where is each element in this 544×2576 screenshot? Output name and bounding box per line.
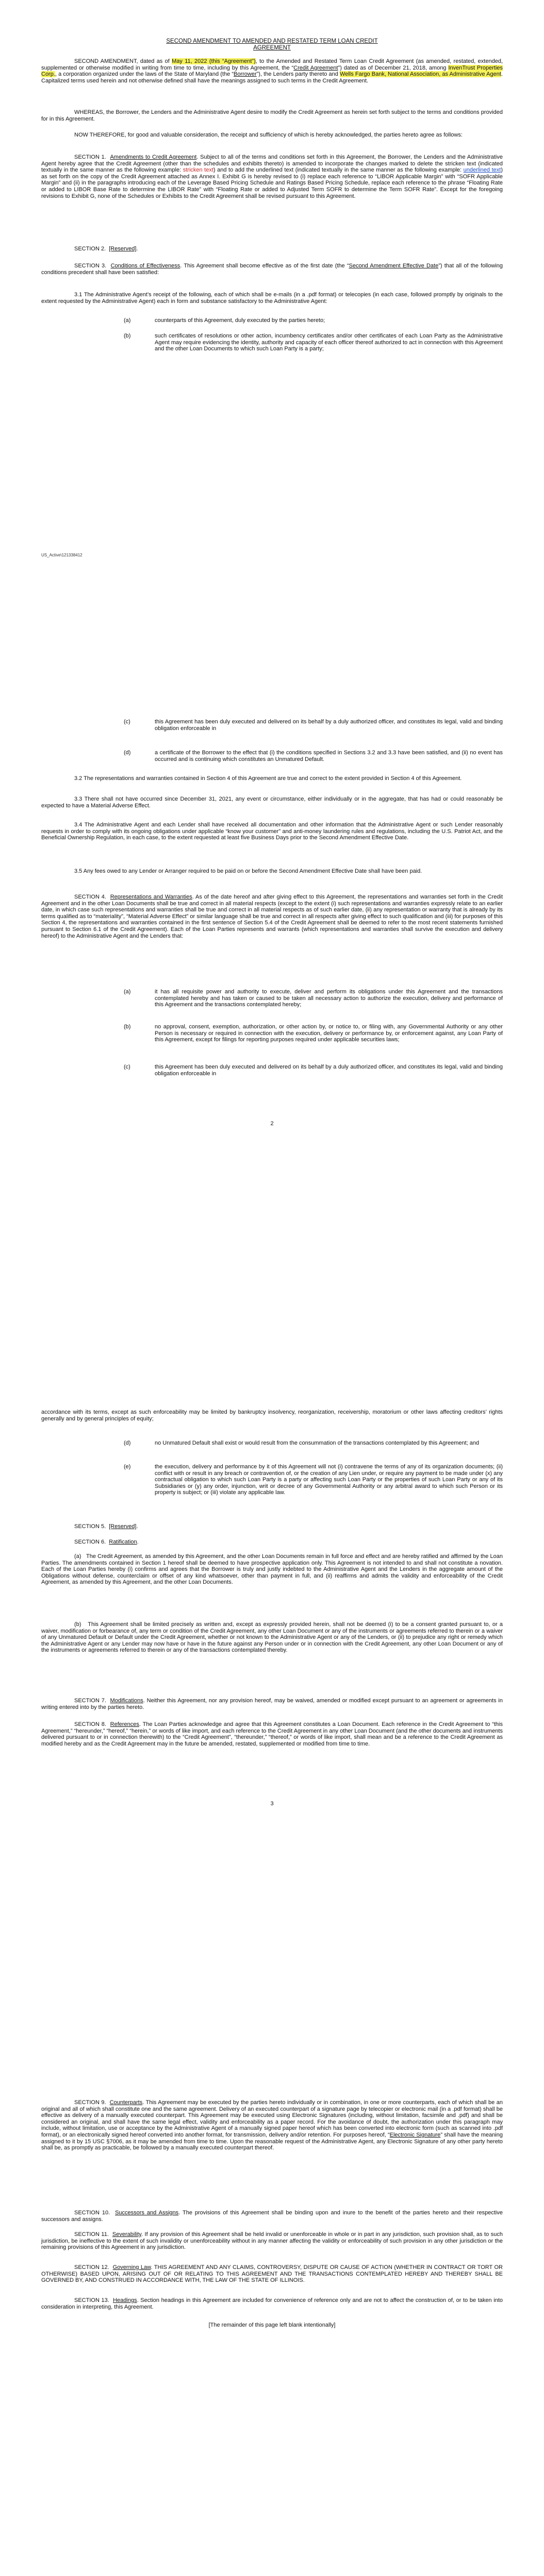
item-label: (c) <box>124 719 130 725</box>
section-heading: Headings <box>113 2297 137 2303</box>
section-text: . As of the date hereof and after giving effect to this Agreement, the representations and warranties set forth in the Credit Agreement and in the other Loan Documents shall be true and correct in all material respects (except to the extent (i) such representations and warranties expressly relate to an earlier date, in which case such representations and warranties shall be true and correct in all material respects as of such earlier date, (ii) any representation or warranty that is already by its terms qualified as to “materiality”, “Material Adverse Effect” or similar language shall be true and correct in all respects after giving effect to such qualification and (iii) for purposes of this Section 4, the representations and warranties contained in the first sentence of Section 5.4 of the Credit Agreement shall be deemed to refer to the most recent statements furnished pursuant to Section 6.1 of the Credit Agreement). Each of the Loan Parties represents and warrants (which representations and warranties shall survive the execution and delivery hereof) to the Administrative Agent and the Lenders that: <box>41 894 503 939</box>
section-12 <box>41 2264 503 2284</box>
ratification-a <box>41 1553 503 1586</box>
whereas-text: WHEREAS, the Borrower, the Lenders and the Administrative Agent desire to modify the Credit Agreement as herein set forth subject to the terms and conditions provided for in this Agreement. <box>41 109 503 122</box>
item-label: (b) <box>124 333 131 339</box>
para-text: 3.1 The Administrative Agent’s receipt of the following, each of which shall be e-mails (in a .pdf format) or telecopies (in each case, followed promptly by originals to the extent requested by the Administrative Agent) each in form and substance satisfactory to the Administrative Agent: <box>41 292 503 304</box>
item-text: such certificates of resolutions or other action, incumbency certificates and/or other certificates of each Loan Party as the Administrative Agent may require evidencing the identity, authority and capacity of each officer thereof authorized to act in connection with this Agreement and the other Loan Documents to which such Loan Party is a party; <box>155 333 503 352</box>
item-label: (b) <box>124 1024 131 1030</box>
borrower-name: InvenTrust Properties Corp. <box>41 64 503 78</box>
section-text: . Section headings in this Agreement are included for convenience of reference only and are not to affect the construction of, or to be taken into consideration in interpreting, this Agreement. <box>41 2297 503 2310</box>
now-therefore-paragraph <box>41 132 503 139</box>
section-8 <box>41 1721 503 1747</box>
item-label: (d) <box>124 750 131 756</box>
ratification-b <box>41 1621 503 1654</box>
item-text: counterparts of this Agreement, duly executed by the parties hereto; <box>155 317 325 324</box>
section-1 <box>41 154 503 199</box>
item-label: (a) <box>124 989 131 995</box>
section-text: ”) that all of the following conditions precedent shall have been satisfied: <box>41 263 503 276</box>
section-text: . Subject to all of the terms and conditions set forth in this Agreement, the Borrower, the Lenders and the Administrative Agent hereby agree that the Credit Agreement (other than the schedules and exhibits thereto) is amended to incorporate the changes marked to delete the stricken text (indicated textually in the same manner as the following example: <box>41 154 503 174</box>
section-heading: Conditions of Effectiveness <box>110 263 180 269</box>
section-heading: [Reserved] <box>109 1523 137 1530</box>
defined-term: Electronic Signature <box>389 2131 441 2138</box>
section-6: SECTION 6. Ratification. <box>74 1539 139 1545</box>
blank-page-text: [The remainder of this page left blank intentionally] <box>208 2322 336 2328</box>
section-13 <box>41 2297 503 2310</box>
page-number: 2 <box>270 1121 274 1127</box>
section-heading: [Reserved] <box>109 246 137 252</box>
section-number: SECTION 11. <box>74 2231 109 2238</box>
section-heading: Severability <box>112 2231 141 2238</box>
section-number: SECTION 12. <box>74 2264 109 2270</box>
intro-text: ”) dated as of December 21, 2018, among <box>338 64 449 71</box>
section-7 <box>41 1698 503 1710</box>
para-3-2 <box>41 775 503 782</box>
defined-term: Second Amendment Effective Date <box>349 263 439 269</box>
section-heading: References <box>110 1721 139 1727</box>
section-11 <box>41 2231 503 2251</box>
intro-text: . Capitalized terms used herein and not otherwise defined shall have the meanings assigned to such terms in the Credit Agreement. <box>41 71 503 84</box>
item-text: This Agreement shall be limited precisely as written and, except as expressly provided herein, shall not be deemed (i) to be a consent granted pursuant to, or a waiver, modification or forbearance of, any term or condition of the Credit Agreement, any other Loan Document or any of the instruments or agreements referred to therein or a waiver of any Unmatured Default or Default under the Credit Agreement, whether or not known to the Administrative Agent or any of the Lenders, or (ii) to prejudice any right or remedy which the Administrative Agent or any Lender may now have or have in the future against any Person under or in connection with the Credit Agreement, any other Loan Document or any of the instruments or agreements referred to therein or any of the transactions contemplated thereby. <box>41 1621 503 1654</box>
item-label: (c) <box>124 1064 130 1070</box>
item-label: (b) <box>74 1621 81 1628</box>
item-text: this Agreement has been duly executed and delivered on its behalf by a duly authorized officer, and constitutes its legal, valid and binding obligation enforceable in <box>155 719 503 732</box>
para-text: 3.3 There shall not have occurred since December 31, 2021, any event or circumstance, either individually or in the aggregate, that has had or could reasonably be expected to have a Material Adverse Effect. <box>41 796 503 809</box>
item-text: a certificate of the Borrower to the effect that (i) the conditions specified in Sections 3.2 and 3.3 have been satisfied, and (ii) no event has occurred and is continuing which constitutes an Unmatured Default. <box>155 750 503 762</box>
intro-text: ”), the Lenders party thereto and <box>256 71 340 78</box>
item-text: it has all requisite power and authority to execute, deliver and perform its obligations under this Agreement and the transactions contemplated hereby and has taken or caused to be taken all necessary action to authorize the execution, delivery and performance of this Agreement and the transactions contemplated hereby; <box>155 989 503 1008</box>
section-4 <box>41 894 503 939</box>
now-therefore-text: NOW THEREFORE, for good and valuable consideration, the receipt and sufficiency of which is hereby acknowledged, the parties hereto agree as follows: <box>74 132 463 138</box>
item-text: this Agreement has been duly executed and delivered on its behalf by a duly authorized officer, and constitutes its legal, valid and binding obligation enforceable in <box>155 1064 503 1077</box>
document-id: US_Active\121338412 <box>41 553 83 557</box>
intro-text: SECOND AMENDMENT, dated as of <box>74 58 172 64</box>
section-3 <box>41 263 503 276</box>
defined-term: Credit Agreement <box>293 64 338 71</box>
intro-text: , to the Amended and Restated Term Loan Credit Agreement (as amended, restated, extended, supplemented or otherwise modified in writing from time to time, including by this Agreement, the “ <box>41 58 503 71</box>
section-heading: Counterparts <box>109 2099 143 2106</box>
section-text: . THIS AGREEMENT AND ANY CLAIMS, CONTROVERSY, DISPUTE OR CAUSE OF ACTION (WHETHER IN CONTRACT OR TORT OR OTHERWISE) BASED UPON, ARISING OUT OF OR RELATING TO THIS AGREEMENT AND THE TRANSACTIONS CONTEMPLATED HEREBY AND THEREBY SHALL BE GOVERNED BY, AND CONSTRUED IN ACCORDANCE WITH, THE LAW OF THE STATE OF ILLINOIS. <box>41 2264 503 2284</box>
item-label: (a) <box>124 317 131 324</box>
intro-text: , a corporation organized under the laws of the State of Maryland (the “ <box>55 71 234 78</box>
section-number: SECTION 8. <box>74 1721 106 1727</box>
section-text: . If any provision of this Agreement shall be held invalid or unenforceable in whole or in part in any jurisdiction, such provision shall, as to such jurisdiction, be ineffective to the extent of such invalidity or unenforceability without in any manner affecting the validity or enforceability of such provision in any other jurisdiction or the remaining provisions of this Agreement in any jurisdiction. <box>41 2231 503 2251</box>
title-line-2: AGREEMENT <box>253 45 291 51</box>
item-text: no approval, consent, exemption, authorization, or other action by, or notice to, or filing with, any Governmental Authority or any other Person is necessary or required in connection with the execution, delivery or performance by, or enforcement against, any Loan Party of this Agreement, except for filings for reporting purposes required under applicable securities laws; <box>155 1024 503 1043</box>
page-3 <box>0 1347 544 2038</box>
para-text: 3.4 The Administrative Agent and each Lender shall have received all documentation and other information that the Administrative Agent or such Lender reasonably requests in order to comply with its ongoing obligations under applicable “know your customer” and anti-money laundering rules and regulations, including the U.S. Patriot Act, and the Beneficial Ownership Regulation, in each case, to the extent requested at least five Business Days prior to the Second Amendment Effective Date. <box>41 822 503 841</box>
title-line-1: SECOND AMENDMENT TO AMENDED AND RESTATED TERM LOAN CREDIT <box>166 38 378 44</box>
item-text: no Unmatured Default shall exist or would result from the consummation of the transactions contemplated by this Agreement; and <box>155 1440 480 1446</box>
stricken-example: stricken text <box>183 167 213 174</box>
intro-paragraph <box>41 58 503 84</box>
section-number: SECTION 6. <box>74 1539 106 1545</box>
para-text: 3.2 The representations and warranties contained in Section 4 of this Agreement are true and correct to the extent provided in Section 4 of this Agreement. <box>74 775 462 782</box>
section-number: SECTION 1. <box>74 154 106 160</box>
section-text: . This Agreement shall become effective as of the first date (the “ <box>180 263 349 269</box>
para-3-4 <box>41 822 503 841</box>
section-text: ) as set forth on the copy of the Credit Agreement attached as Annex I. Exhibit G is hereby revised to (i) replace each reference to “LIBOR Applicable Margin” with “SOFR Applicable Margin” and (ii) in the paragraphs introducing each of the Leverage Based Pricing Schedule and Ratings Based Pricing Schedule, replace each reference to the phrase “Floating Rate or added to LIBOR Base Rate to determine the LIBOR Rate” with “Floating Rate or added to Adjusted Term SOFR to determine the Term SOFR Rate”. Except for the foregoing revisions to Exhibit G, none of the Schedules or Exhibits to the Credit Agreement shall be revised pursuant to this Agreement. <box>41 167 503 199</box>
section-2 <box>41 246 503 252</box>
section-text: . <box>136 246 138 252</box>
para-3-3 <box>41 796 503 809</box>
page-2 <box>0 657 544 1347</box>
item-label: (a) <box>74 1553 81 1560</box>
section-10 <box>41 2210 503 2223</box>
item-text: The Credit Agreement, as amended by this Agreement, and the other Loan Documents remain in full force and effect and are hereby ratified and affirmed by the Loan Parties. The amendments contained in Section 1 hereof shall be deemed to have prospective application only. This Agreement is not intended to and shall not constitute a novation. Each of the Loan Parties hereby (i) confirms and agrees that the Borrower is truly and justly indebted to the Administrative Agent and the Lenders in the aggregate amount of the Obligations without defense, counterclaim or offset of any kind whatsoever, other than payment in full, and (ii) reaffirms and admits the validity and enforceability of the Credit Agreement, as amended by this Agreement, and the other Loan Documents. <box>41 1553 503 1586</box>
section-number: SECTION 4. <box>74 894 106 900</box>
item-label: (d) <box>124 1440 131 1446</box>
section-heading: Successors and Assigns <box>115 2210 179 2216</box>
section-heading: Ratification <box>109 1539 137 1545</box>
continued-text <box>41 1409 503 1422</box>
para-text: 3.5 Any fees owed to any Lender or Arranger required to be paid on or before the Second Amendment Effective Date shall have been paid. <box>74 868 422 874</box>
item-label: (e) <box>124 1464 131 1470</box>
page-4 <box>0 2038 544 2576</box>
para-3-5 <box>41 868 503 875</box>
page-1 <box>0 0 544 639</box>
para-3-1 <box>41 292 503 304</box>
section-heading: Representations and Warranties <box>110 894 192 900</box>
section-number: SECTION 3. <box>74 263 107 269</box>
section-5: SECTION 5. [Reserved]. <box>74 1523 138 1530</box>
defined-term: Borrower <box>234 71 257 78</box>
section-heading: Modifications <box>110 1698 143 1704</box>
para-text: accordance with its terms, except as such enforceability may be limited by bankruptcy insolvency, reorganization, receivership, moratorium or other laws affecting creditors’ rights generally and by general principles of equity; <box>41 1409 503 1422</box>
underlined-example: underlined text <box>463 167 501 174</box>
section-heading: Amendments to Credit Agreement <box>110 154 197 160</box>
agent-name: Wells Fargo Bank, National Association, as Administrative Agent <box>340 71 501 78</box>
section-text: . The provisions of this Agreement shall be binding upon and inure to the benefit of the parties hereto and their respective successors and assigns. <box>41 2210 503 2223</box>
section-number: SECTION 10. <box>74 2210 110 2216</box>
section-number: SECTION 2. <box>74 246 106 252</box>
blank-page-note <box>41 2322 503 2329</box>
section-number: SECTION 5. <box>74 1523 106 1530</box>
agreement-date: May 11, 2022 (this “Agreement”) <box>172 58 256 64</box>
section-9 <box>41 2099 503 2151</box>
page-number: 3 <box>270 1801 274 1807</box>
section-text: . The Loan Parties acknowledge and agree that this Agreement constitutes a Loan Document. Each reference in the Credit Agreement to “this Agreement,” “hereunder,” “hereof,” “herein,” or words of like import, and each reference to the Credit Agreement in any other Loan Document (and the other documents and instruments delivered pursuant to or in connection therewith) to the “Credit Agreement”, “thereunder,” “thereof,” or words of like import, shall mean and be a reference to the Credit Agreement as modified hereby and as the Credit Agreement may in the future be amended, restated, supplemented or modified from time to time. <box>41 1721 503 1747</box>
section-text: ) and to add the underlined text (indicated textually in the same manner as the following example: <box>213 167 464 174</box>
section-heading: Governing Law <box>112 2264 151 2270</box>
section-text: . Neither this Agreement, nor any provision hereof, may be waived, amended or modified except pursuant to an agreement or agreements in writing entered into by the parties hereto. <box>41 1698 503 1710</box>
section-number: SECTION 9. <box>74 2099 106 2106</box>
item-text: the execution, delivery and performance by it of this Agreement will not (i) contravene the terms of any of its organization documents; (ii) conflict with or result in any breach or contravention of, or the creation of any Lien under, or require any payment to be made under (x) any contractual obligation to which such Loan Party is a party or affecting such Loan Party or the properties of such Loan Party or any of its Subsidiaries or (y) any order, injunction, writ or decree of any Governmental Authority or any arbitral award to which such Person or its property is subject; or (iii) violate any applicable law. <box>155 1464 503 1496</box>
document-title <box>41 38 503 52</box>
section-number: SECTION 7. <box>74 1698 106 1704</box>
section-number: SECTION 13. <box>74 2297 109 2303</box>
section-text: ” shall have the meaning assigned to it by 15 USC §7006, as it may be amended from time to time. Upon the reasonable request of the Administrative Agent, any Electronic Signature of any other party hereto shall be, as promptly as practicable, be followed by a manually executed counterpart thereof. <box>41 2131 503 2151</box>
section-text: . This Agreement may be executed by the parties hereto individually or in combination, in one or more counterparts, each of which shall be an original and all of which shall constitute one and the same agreement. Delivery of an executed counterpart of a signature page by telecopier or electronic mail (in a .pdf format) shall be effective as delivery of a manually executed counterpart. This Agreement may be executed using Electronic Signatures (including, without limitation, facsimile and .pdf) and shall be considered an original, and shall have the same legal effect, validity and enforceability as a paper record. For the avoidance of doubt, the authorization under this paragraph may include, without limitation, use or acceptance by the Administrative Agent of a manually signed paper hereof which has been converted into electronic form (such as scanned into .pdf format), or an electronically signed hereof converted into another format, for transmission, delivery and/or retention. For purposes hereof, “ <box>41 2099 503 2138</box>
whereas-paragraph <box>41 109 503 122</box>
